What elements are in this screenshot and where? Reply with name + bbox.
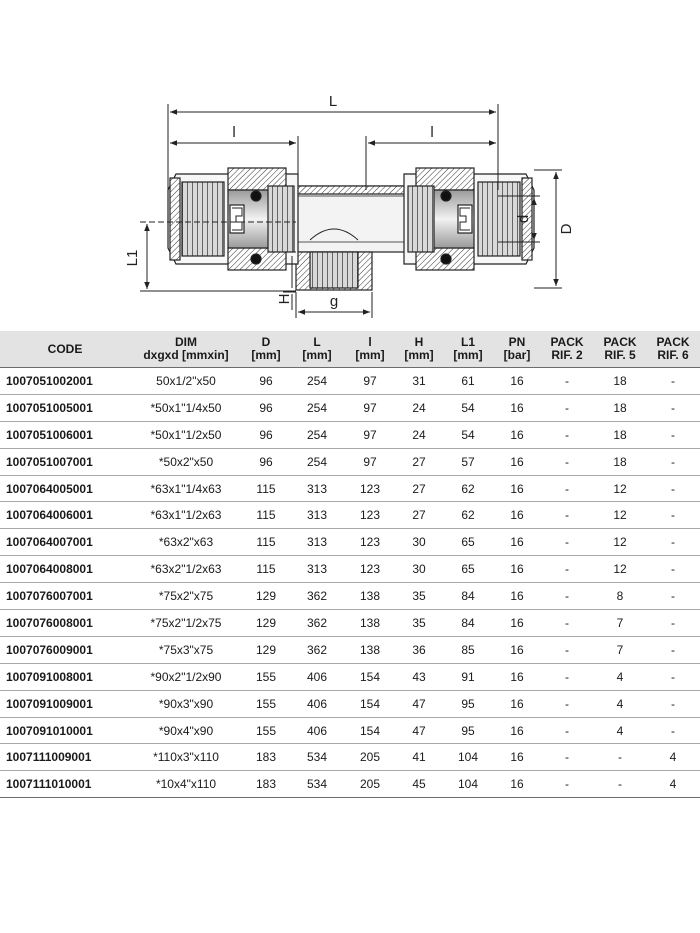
cell-l: 123 [344, 502, 396, 529]
cell-PN: 16 [494, 556, 540, 583]
table-row [0, 502, 700, 529]
cell-PN: 16 [494, 717, 540, 744]
cell-D: 115 [242, 502, 290, 529]
cell-L: 313 [290, 475, 344, 502]
cell-PN: 16 [494, 771, 540, 798]
cell-D: 155 [242, 690, 290, 717]
cell-L: 313 [290, 529, 344, 556]
cell-l: 154 [344, 717, 396, 744]
dim-label-H: H [276, 293, 293, 305]
table-row [0, 663, 700, 690]
cell-code: 1007076008001 [0, 610, 130, 637]
cell-L1: 65 [442, 529, 494, 556]
cell-D: 96 [242, 421, 290, 448]
cell-L1: 95 [442, 717, 494, 744]
cell-pack-rif6: - [646, 394, 700, 421]
cell-L: 406 [290, 717, 344, 744]
cell-pack-rif6: - [646, 663, 700, 690]
cell-l: 123 [344, 529, 396, 556]
dim-label-D: D [558, 223, 575, 235]
cell-code: 1007076007001 [0, 583, 130, 610]
cell-pack-rif2: - [540, 556, 594, 583]
cell-dim: *10x4"x110 [130, 771, 242, 798]
table-row [0, 583, 700, 610]
cell-code: 1007091009001 [0, 690, 130, 717]
cell-H: 27 [396, 502, 442, 529]
header-pack-rif6: PACK RIF. 6 [646, 331, 700, 368]
cell-D: 115 [242, 556, 290, 583]
table-row [0, 448, 700, 475]
cell-H: 35 [396, 583, 442, 610]
cell-L: 313 [290, 502, 344, 529]
cell-dim: *75x2"1/2x75 [130, 610, 242, 637]
cell-PN: 16 [494, 610, 540, 637]
cell-D: 155 [242, 717, 290, 744]
cell-code: 1007051007001 [0, 448, 130, 475]
cell-pack-rif2: - [540, 771, 594, 798]
cell-PN: 16 [494, 421, 540, 448]
cell-L1: 54 [442, 421, 494, 448]
cell-code: 1007064007001 [0, 529, 130, 556]
cell-dim: *75x3"x75 [130, 636, 242, 663]
cell-PN: 16 [494, 690, 540, 717]
cell-PN: 16 [494, 636, 540, 663]
cell-H: 35 [396, 610, 442, 637]
dim-label-l-right: l [430, 124, 434, 141]
cell-D: 96 [242, 368, 290, 395]
cell-pack-rif6: - [646, 529, 700, 556]
cell-code: 1007051006001 [0, 421, 130, 448]
dim-label-d: d [515, 214, 532, 224]
header-l: l [mm] [344, 331, 396, 368]
cell-pack-rif5: 7 [594, 636, 646, 663]
cell-pack-rif2: - [540, 663, 594, 690]
header-dim: DIM dxgxd [mmxin] [130, 331, 242, 368]
cell-L: 362 [290, 636, 344, 663]
cell-pack-rif5: 18 [594, 448, 646, 475]
header-D: D [mm] [242, 331, 290, 368]
cell-L1: 104 [442, 771, 494, 798]
cell-pack-rif6: - [646, 610, 700, 637]
dim-label-L: L [328, 93, 338, 110]
fitting-body [168, 168, 534, 290]
table-header-row [0, 331, 700, 368]
cell-pack-rif2: - [540, 744, 594, 771]
cell-L: 362 [290, 583, 344, 610]
cell-l: 123 [344, 475, 396, 502]
cell-code: 1007051002001 [0, 368, 130, 395]
cell-L: 362 [290, 610, 344, 637]
cell-PN: 16 [494, 583, 540, 610]
cell-PN: 16 [494, 529, 540, 556]
cell-L: 534 [290, 744, 344, 771]
cell-pack-rif2: - [540, 421, 594, 448]
table-row [0, 556, 700, 583]
cell-dim: *63x1"1/4x63 [130, 475, 242, 502]
cell-L1: 84 [442, 583, 494, 610]
cell-l: 97 [344, 448, 396, 475]
cell-H: 36 [396, 636, 442, 663]
cell-code: 1007091008001 [0, 663, 130, 690]
cell-dim: *63x2"x63 [130, 529, 242, 556]
cell-pack-rif5: 7 [594, 610, 646, 637]
cell-pack-rif2: - [540, 394, 594, 421]
cell-L1: 57 [442, 448, 494, 475]
header-L1: L1 [mm] [442, 331, 494, 368]
specification-table [0, 331, 700, 798]
cell-l: 138 [344, 636, 396, 663]
cell-pack-rif6: - [646, 502, 700, 529]
table-row [0, 610, 700, 637]
cell-L1: 104 [442, 744, 494, 771]
cell-H: 24 [396, 394, 442, 421]
dim-label-L1: L1 [124, 249, 141, 267]
header-pack-rif2: PACK RIF. 2 [540, 331, 594, 368]
cell-pack-rif5: - [594, 744, 646, 771]
cell-pack-rif6: - [646, 448, 700, 475]
cell-l: 154 [344, 690, 396, 717]
cell-code: 1007064005001 [0, 475, 130, 502]
cell-PN: 16 [494, 663, 540, 690]
cell-D: 96 [242, 394, 290, 421]
cell-L1: 62 [442, 502, 494, 529]
header-PN: PN [bar] [494, 331, 540, 368]
table-row [0, 636, 700, 663]
cell-L1: 85 [442, 636, 494, 663]
cell-pack-rif5: - [594, 771, 646, 798]
cell-pack-rif6: 4 [646, 771, 700, 798]
cell-l: 205 [344, 771, 396, 798]
cell-L1: 62 [442, 475, 494, 502]
cell-l: 154 [344, 663, 396, 690]
header-H: H [mm] [396, 331, 442, 368]
cell-pack-rif5: 4 [594, 663, 646, 690]
cell-PN: 16 [494, 475, 540, 502]
cell-L: 313 [290, 556, 344, 583]
cell-l: 138 [344, 583, 396, 610]
header-L: L [mm] [290, 331, 344, 368]
cell-dim: *90x4"x90 [130, 717, 242, 744]
cell-dim: *63x1"1/2x63 [130, 502, 242, 529]
table-body [0, 368, 700, 798]
cell-L: 406 [290, 663, 344, 690]
cell-L1: 84 [442, 610, 494, 637]
cell-dim: *63x2"1/2x63 [130, 556, 242, 583]
cell-pack-rif6: - [646, 690, 700, 717]
cell-pack-rif2: - [540, 502, 594, 529]
cell-H: 27 [396, 475, 442, 502]
table-row [0, 717, 700, 744]
cell-D: 129 [242, 610, 290, 637]
cell-pack-rif5: 12 [594, 475, 646, 502]
cell-H: 31 [396, 368, 442, 395]
cell-pack-rif2: - [540, 690, 594, 717]
cell-D: 183 [242, 744, 290, 771]
cell-pack-rif5: 8 [594, 583, 646, 610]
cell-code: 1007111010001 [0, 771, 130, 798]
cell-H: 45 [396, 771, 442, 798]
cell-pack-rif5: 12 [594, 529, 646, 556]
table-row [0, 744, 700, 771]
cell-code: 1007111009001 [0, 744, 130, 771]
cell-pack-rif2: - [540, 610, 594, 637]
cell-D: 96 [242, 448, 290, 475]
cell-D: 129 [242, 636, 290, 663]
cell-H: 24 [396, 421, 442, 448]
cell-pack-rif5: 12 [594, 502, 646, 529]
cell-L: 406 [290, 690, 344, 717]
dim-label-l-left: l [232, 124, 236, 141]
cell-pack-rif2: - [540, 636, 594, 663]
cell-pack-rif5: 18 [594, 421, 646, 448]
cell-pack-rif2: - [540, 368, 594, 395]
table-row [0, 394, 700, 421]
cell-dim: 50x1/2"x50 [130, 368, 242, 395]
cell-PN: 16 [494, 394, 540, 421]
cell-D: 115 [242, 529, 290, 556]
cell-D: 129 [242, 583, 290, 610]
table-row [0, 368, 700, 395]
cell-L1: 61 [442, 368, 494, 395]
cell-H: 43 [396, 663, 442, 690]
header-code: CODE [0, 331, 130, 368]
cell-pack-rif2: - [540, 529, 594, 556]
cell-L1: 54 [442, 394, 494, 421]
cell-pack-rif6: - [646, 556, 700, 583]
cell-code: 1007091010001 [0, 717, 130, 744]
cell-dim: *50x1"1/4x50 [130, 394, 242, 421]
cell-l: 97 [344, 394, 396, 421]
cell-pack-rif6: - [646, 717, 700, 744]
cell-l: 123 [344, 556, 396, 583]
cell-L1: 65 [442, 556, 494, 583]
cell-L1: 95 [442, 690, 494, 717]
cell-pack-rif5: 12 [594, 556, 646, 583]
cell-dim: *50x2"x50 [130, 448, 242, 475]
cell-pack-rif6: - [646, 583, 700, 610]
cell-l: 138 [344, 610, 396, 637]
cell-D: 115 [242, 475, 290, 502]
cell-pack-rif2: - [540, 475, 594, 502]
cell-H: 30 [396, 556, 442, 583]
cell-PN: 16 [494, 744, 540, 771]
cell-code: 1007076009001 [0, 636, 130, 663]
cell-pack-rif6: - [646, 421, 700, 448]
cell-H: 41 [396, 744, 442, 771]
cell-pack-rif2: - [540, 583, 594, 610]
cell-l: 97 [344, 421, 396, 448]
cell-H: 30 [396, 529, 442, 556]
cell-l: 205 [344, 744, 396, 771]
cell-PN: 16 [494, 502, 540, 529]
cell-L: 254 [290, 421, 344, 448]
cell-dim: *90x2"1/2x90 [130, 663, 242, 690]
cell-H: 47 [396, 690, 442, 717]
cell-L: 254 [290, 368, 344, 395]
cell-PN: 16 [494, 368, 540, 395]
cell-pack-rif6: - [646, 368, 700, 395]
cell-pack-rif5: 18 [594, 368, 646, 395]
cell-PN: 16 [494, 448, 540, 475]
cell-dim: *90x3"x90 [130, 690, 242, 717]
table-row [0, 690, 700, 717]
cell-D: 155 [242, 663, 290, 690]
cell-pack-rif5: 18 [594, 394, 646, 421]
tee-fitting-technical-drawing [0, 0, 700, 330]
cell-code: 1007051005001 [0, 394, 130, 421]
header-pack-rif5: PACK RIF. 5 [594, 331, 646, 368]
cell-code: 1007064006001 [0, 502, 130, 529]
cell-pack-rif6: 4 [646, 744, 700, 771]
cell-L: 254 [290, 394, 344, 421]
cell-pack-rif5: 4 [594, 690, 646, 717]
cell-pack-rif6: - [646, 475, 700, 502]
table-row [0, 771, 700, 798]
cell-code: 1007064008001 [0, 556, 130, 583]
cell-L: 534 [290, 771, 344, 798]
cell-pack-rif5: 4 [594, 717, 646, 744]
cell-L1: 91 [442, 663, 494, 690]
cell-l: 97 [344, 368, 396, 395]
table-row [0, 421, 700, 448]
cell-dim: *50x1"1/2x50 [130, 421, 242, 448]
table-row [0, 475, 700, 502]
cell-pack-rif2: - [540, 717, 594, 744]
cell-dim: *110x3"x110 [130, 744, 242, 771]
table-row [0, 529, 700, 556]
cell-pack-rif6: - [646, 636, 700, 663]
dim-label-g: g [329, 293, 339, 310]
cell-L: 254 [290, 448, 344, 475]
cell-D: 183 [242, 771, 290, 798]
cell-pack-rif2: - [540, 448, 594, 475]
cell-H: 27 [396, 448, 442, 475]
cell-dim: *75x2"x75 [130, 583, 242, 610]
cell-H: 47 [396, 717, 442, 744]
